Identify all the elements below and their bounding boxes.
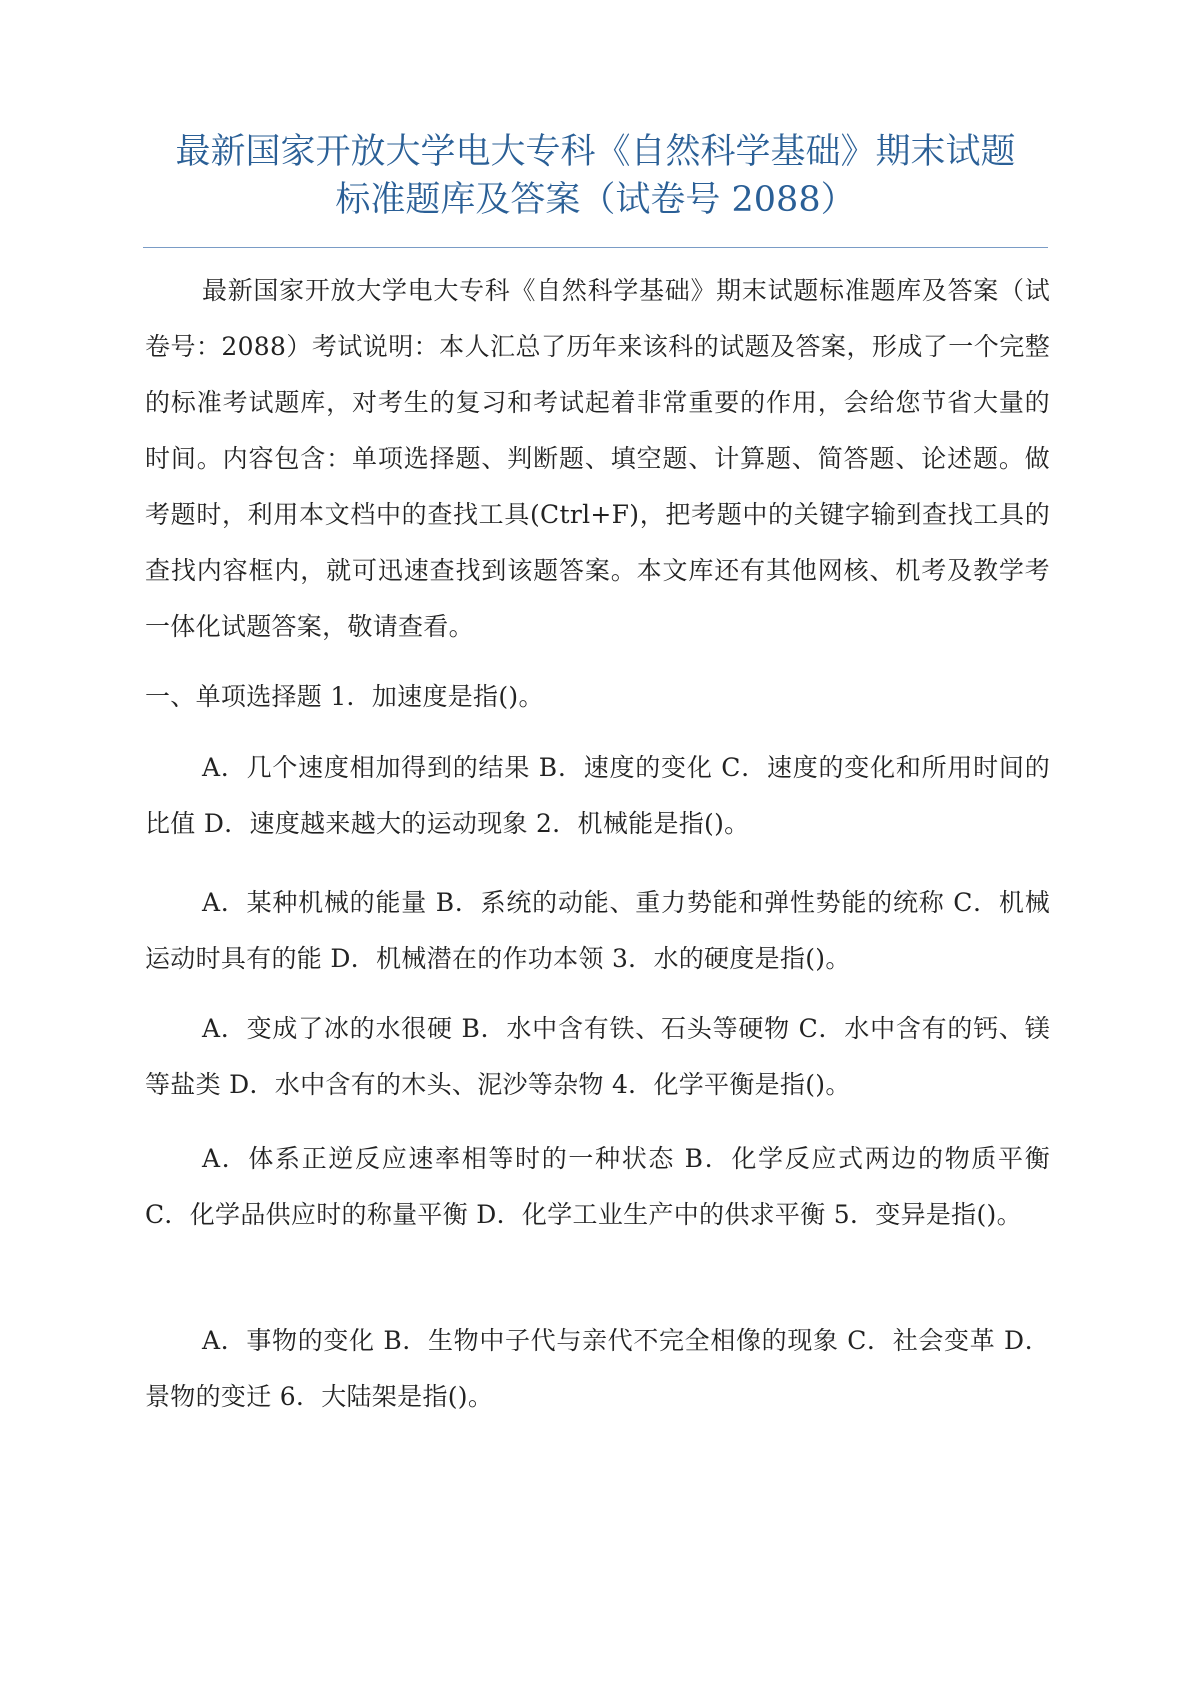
intro-paragraph: 最新国家开放大学电大专科《自然科学基础》期末试题标准题库及答案（试卷号：2088）考试说明：本人汇总了历年来该科的试题及答案，形成了一个完整的标准考试题库，对考生的复习和考试起着非常重要的作用，会给您节省大量的时间。内容包含：单项选择题、判断题、填空题、计算题、简答题、论述题。做考题时，利用本文档中的查找工具(Ctrl+F)，把考题中的关键字输到查找工具的查找内容框内，就可迅速查找到该题答案。本文库还有其他网核、机考及教学考一体化试题答案，敬请查看。: [145, 276, 1050, 641]
question-paragraph: A．几个速度相加得到的结果 B．速度的变化 C．速度的变化和所用时间的比值 D．速度越来越大的运动现象 2．机械能是指()。: [145, 753, 1050, 838]
title-divider: [143, 247, 1048, 248]
document-title: [140, 128, 1051, 224]
title-line-1: 最新国家开放大学电大专科《自然科学基础》期末试题: [175, 132, 1016, 172]
question-paragraph: A．变成了冰的水很硬 B．水中含有铁、石头等硬物 C．水中含有的钙、镁等盐类 D．水中含有的木头、泥沙等杂物 4．化学平衡是指()。: [145, 1014, 1050, 1099]
question-paragraph: A．某种机械的能量 B．系统的动能、重力势能和弹性势能的统称 C．机械运动时具有的能 D．机械潜在的作功本领 3．水的硬度是指()。: [145, 888, 1050, 973]
question-paragraph: A．体系正逆反应速率相等时的一种状态 B．化学反应式两边的物质平衡 C．化学品供应时的称量平衡 D．化学工业生产中的供求平衡 5．变异是指()。: [145, 1144, 1050, 1229]
section-heading: 一、单项选择题 1．加速度是指()。: [145, 682, 544, 711]
title-line-2: 标准题库及答案（试卷号 2088）: [335, 180, 856, 220]
question-paragraph: A．事物的变化 B．生物中子代与亲代不完全相像的现象 C．社会变革 D．景物的变迁 6．大陆架是指()。: [145, 1326, 1050, 1411]
